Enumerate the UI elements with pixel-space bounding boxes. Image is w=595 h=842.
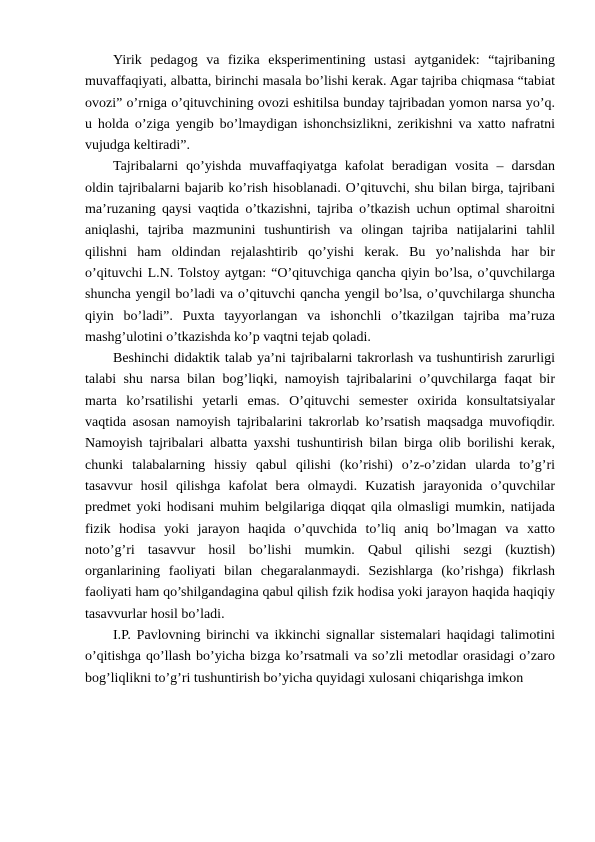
- paragraph-1: Yirik pedagog va fizika eksperimentining ustasi aytganidek: “tajribaning muvaffaqiyati, albatta, birinchi masala bo’lishi kerak. Agar tajriba chiqmasa “tabiat ovozi” o’rniga o’qituvchining ovozi eshitilsa bunday tajribadan yomon narsa yo’q. u holda o’ziga yengib bo’lmaydigan ishonchsizlikni, zerikishni va xatto nafratni vujudga keltiradi”.: [85, 53, 555, 154]
- paragraph-2: Tajribalarni qo’yishda muvaffaqiyatga kafolat beradigan vosita – darsdan oldin tajribalarni bajarib ko’rish hisoblanadi. O’qituvchi, shu bilan birga, tajribani ma’ruzaning qaysi vaqtida o’tkazishni, tajriba o’tkazish uchun optimal sharoitni aniqlashi, tajriba mazmunini tushuntirish va olingan tajriba natijalarini tahlil qilishni ham oldindan rejalashtirib qo’yishi kerak. Bu yo’nalishda har bir o’qituvchi L.N. Tolstoy aytgan: “O’qituvchiga qancha qiyin bo’lsa, o’quvchilarga shuncha yengil bo’ladi va o’qituvchi qancha yengil bo’lsa, o’quvchilarga shuncha qiyin bo’ladi”. Puxta tayyorlangan va ishonchli o’tkazilgan tajriba ma’ruza mashg’ulotini o’tkazishda ko’p vaqtni tejab qoladi.: [85, 159, 555, 345]
- paragraph-4: I.P. Pavlovning birinchi va ikkinchi signallar sistemalari haqidagi talimotini o’qitishga qo’llash bo’yicha bizga ko’rsatmali va so’zli metodlar orasidagi o’zaro bog’liqlikni to’g’ri tushuntirish bo’yicha quyidagi xulosani chiqarishga imkon: [85, 628, 555, 686]
- body-text: [85, 50, 555, 689]
- paragraph-3: Beshinchi didaktik talab ya’ni tajribalarni takrorlash va tushuntirish zarurligi talabi shu narsa bilan bog’liqki, namoyish tajribalarini o’quvchilarga faqat bir marta ko’rsatilishi yetarli emas. O’qituvchi semester oxirida konsultatsiyalar vaqtida asosan namoyish tajribalarini takrorlab ko’rsatish maqsadga muvofiqdir. Namoyish tajribalari albatta yaxshi tushuntirish bilan birga olib borilishi kerak, chunki talabalarning hissiy qabul qilishi (ko’rishi) o’z-o’zidan ularda to’g’ri tasavvur hosil qilishga kafolat bera olmaydi. Kuzatish jarayonida o’quvchilar predmet yoki hodisani muhim belgilariga diqqat qila olmasligi mumkin, natijada fizik hodisa yoki jarayon haqida o’quvchida to’liq aniq bo’lmagan va xatto noto’g’ri tasavvur hosil bo’lishi mumkin. Qabul qilishi sezgi (kuztish) organlarining faoliyati bilan chegaralanmaydi. Sezishlarga (ko’rishga) fikrlash faoliyati ham qo’shilgandagina qabul qilish fzik hodisa yoki jarayon haqida haqiqiy tasavvurlar hosil bo’ladi.: [85, 351, 555, 622]
